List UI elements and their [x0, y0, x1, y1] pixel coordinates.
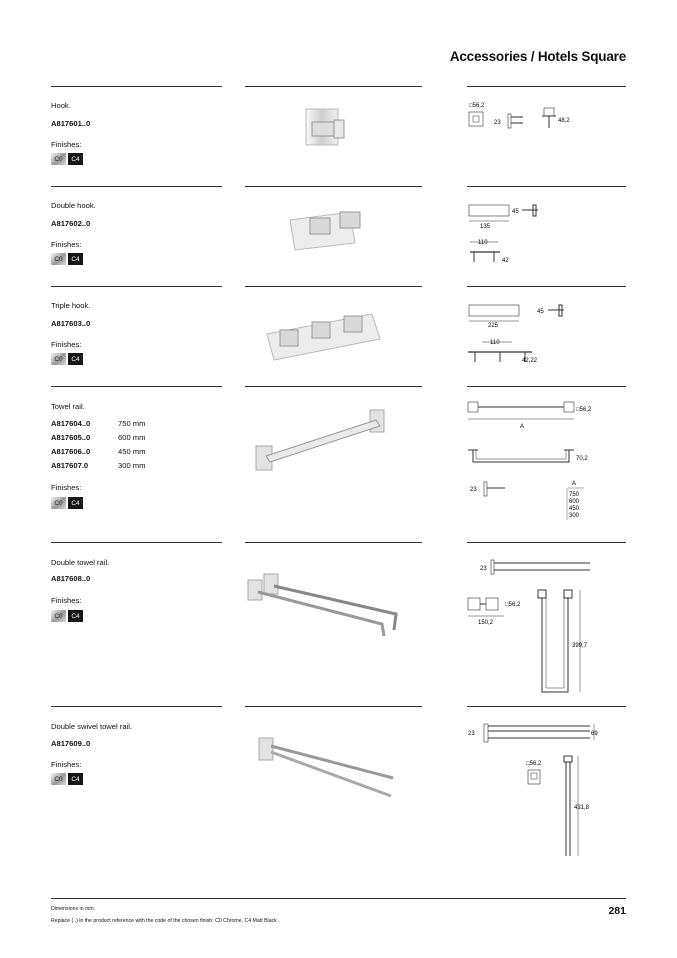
variant-row: A817607.0 300 mm — [51, 461, 146, 470]
finishes-label: Finishes: — [51, 140, 82, 149]
finish-chip-c4[interactable]: C4 — [68, 497, 83, 509]
dim-height: 42 — [502, 258, 509, 264]
product-hook — [0, 86, 677, 186]
dim-height: 42,22 — [522, 358, 538, 364]
technical-drawing — [460, 300, 590, 370]
finishes-label: Finishes: — [51, 340, 82, 349]
finishes-label: Finishes: — [51, 240, 82, 249]
dim-height: 431,8 — [574, 805, 590, 811]
product-double-hook — [0, 186, 677, 286]
variant-row: A817606..0 450 mm — [51, 447, 146, 456]
finish-swatches — [51, 153, 83, 165]
dim-spacing: 110 — [478, 240, 488, 246]
finish-swatches — [51, 773, 83, 785]
footer-divider — [51, 898, 626, 899]
dim-depth: 23 — [470, 487, 477, 493]
finishes-label: Finishes: — [51, 483, 82, 492]
page-title: Accessories / Hotels Square — [449, 49, 626, 64]
finish-chip-c0[interactable]: C0 — [51, 353, 66, 365]
product-photo — [255, 732, 400, 812]
size-table-value: 450 — [569, 506, 580, 512]
finishes-label: Finishes: — [51, 760, 82, 769]
dim-spacing: 110 — [490, 340, 500, 346]
dim-depth: 45 — [537, 309, 544, 315]
dim-square: □56,2 — [469, 103, 485, 109]
product-code: A817603..0 — [51, 319, 91, 328]
finish-chip-c4[interactable]: C4 — [68, 153, 83, 165]
product-double-towel-rail — [0, 542, 677, 706]
product-photo — [290, 100, 370, 155]
finish-chip-c0[interactable]: C0 — [51, 497, 66, 509]
finish-swatches — [51, 497, 83, 509]
dim-depth: 45 — [512, 209, 519, 215]
finish-swatches — [51, 610, 83, 622]
dim-width: 225 — [488, 323, 499, 329]
dim-square: □56,2 — [526, 761, 542, 767]
product-double-swivel-towel-rail — [0, 706, 677, 898]
size-table-header: A — [572, 481, 577, 487]
product-name: Hook. — [51, 101, 71, 110]
product-photo — [252, 402, 397, 482]
product-photo — [280, 198, 390, 258]
finish-chip-c0[interactable]: C0 — [51, 153, 66, 165]
footer-note-finish: Replace (..) in the product reference with the code of the chosen finish: C0 Chrome, C4 Matt Black — [51, 918, 277, 924]
dim-square: □56,2 — [576, 407, 592, 413]
product-photo — [244, 570, 404, 640]
dim-width: 135 — [480, 224, 491, 230]
variant-row: A817604..0 750 mm — [51, 419, 146, 428]
finish-swatches — [51, 253, 83, 265]
product-name: Triple hook. — [51, 301, 91, 310]
product-towel-rail — [0, 386, 677, 542]
finish-chip-c0[interactable]: C0 — [51, 773, 66, 785]
product-triple-hook — [0, 286, 677, 386]
dim-height: 48,2 — [558, 118, 570, 124]
finish-swatches — [51, 353, 83, 365]
product-code: A817609..0 — [51, 739, 91, 748]
footer-note-dimensions: Dimensions in mm. — [51, 906, 96, 912]
size-table-value: 750 — [569, 492, 580, 498]
dim-length: A — [520, 424, 525, 430]
technical-drawing — [460, 396, 610, 531]
product-name: Towel rail. — [51, 402, 85, 411]
technical-drawing — [460, 200, 590, 270]
dim-depth: 23 — [480, 566, 487, 572]
dim-square: □56,2 — [505, 602, 521, 608]
finish-chip-c4[interactable]: C4 — [68, 773, 83, 785]
dim-depth: 23 — [494, 120, 501, 126]
dim-height: 399,7 — [572, 643, 588, 649]
product-code: A817608..0 — [51, 574, 91, 583]
product-name: Double towel rail. — [51, 558, 110, 567]
dim-height: 70,2 — [576, 456, 588, 462]
dim-depth: 23 — [468, 731, 475, 737]
size-table-value: 300 — [569, 513, 580, 519]
product-name: Double swivel towel rail. — [51, 722, 133, 731]
variant-row: A817605..0 600 mm — [51, 433, 146, 442]
product-name: Double hook. — [51, 201, 96, 210]
finish-chip-c0[interactable]: C0 — [51, 253, 66, 265]
technical-drawing — [455, 98, 585, 143]
finish-chip-c4[interactable]: C4 — [68, 253, 83, 265]
dim-width: 69 — [591, 731, 598, 737]
product-code: A817602..0 — [51, 219, 91, 228]
finish-chip-c0[interactable]: C0 — [51, 610, 66, 622]
technical-drawing — [460, 556, 610, 696]
size-table-value: 600 — [569, 499, 580, 505]
finishes-label: Finishes: — [51, 596, 82, 605]
page-number: 281 — [608, 905, 626, 917]
product-photo — [262, 304, 392, 366]
finish-chip-c4[interactable]: C4 — [68, 610, 83, 622]
dim-width: 150,2 — [478, 620, 494, 626]
technical-drawing — [460, 720, 610, 860]
product-code: A817601..0 — [51, 119, 91, 128]
finish-chip-c4[interactable]: C4 — [68, 353, 83, 365]
